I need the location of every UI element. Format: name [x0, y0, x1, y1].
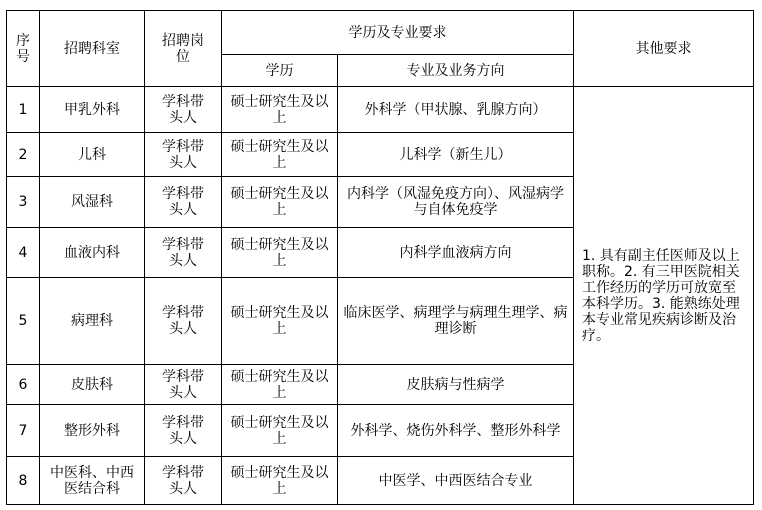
cell-edu: 硕士研究生及以上 [222, 87, 338, 133]
cell-no: 5 [7, 278, 40, 365]
cell-edu: 硕士研究生及以上 [222, 365, 338, 405]
cell-major: 临床医学、病理学与病理生理学、病理诊断 [338, 278, 574, 365]
recruitment-table [6, 10, 754, 505]
cell-dept: 病理科 [40, 278, 145, 365]
cell-major: 外科学、烧伤外科学、整形外科学 [338, 405, 574, 457]
cell-no: 8 [7, 457, 40, 505]
cell-dept: 皮肤科 [40, 365, 145, 405]
cell-no: 1 [7, 87, 40, 133]
cell-post: 学科带头人 [145, 87, 222, 133]
cell-edu: 硕士研究生及以上 [222, 405, 338, 457]
cell-post: 学科带头人 [145, 133, 222, 177]
cell-no: 2 [7, 133, 40, 177]
cell-dept: 中医科、中西医结合科 [40, 457, 145, 505]
table-row [7, 87, 754, 133]
cell-post: 学科带头人 [145, 177, 222, 228]
cell-edu: 硕士研究生及以上 [222, 228, 338, 278]
cell-no: 6 [7, 365, 40, 405]
header-other: 其他要求 [574, 11, 754, 87]
header-dept: 招聘科室 [40, 11, 145, 87]
cell-post: 学科带头人 [145, 278, 222, 365]
header-major: 专业及业务方向 [338, 55, 574, 87]
cell-major: 外科学（甲状腺、乳腺方向） [338, 87, 574, 133]
cell-no: 3 [7, 177, 40, 228]
cell-dept: 血液内科 [40, 228, 145, 278]
cell-major: 中医学、中西医结合专业 [338, 457, 574, 505]
cell-major: 儿科学（新生儿） [338, 133, 574, 177]
cell-dept: 整形外科 [40, 405, 145, 457]
cell-dept: 甲乳外科 [40, 87, 145, 133]
cell-post: 学科带头人 [145, 228, 222, 278]
cell-edu: 硕士研究生及以上 [222, 278, 338, 365]
cell-edu: 硕士研究生及以上 [222, 457, 338, 505]
cell-dept: 儿科 [40, 133, 145, 177]
header-req-group: 学历及专业要求 [222, 11, 574, 55]
cell-post: 学科带头人 [145, 405, 222, 457]
cell-dept: 风湿科 [40, 177, 145, 228]
cell-major: 皮肤病与性病学 [338, 365, 574, 405]
header-post: 招聘岗位 [145, 11, 222, 87]
cell-no: 7 [7, 405, 40, 457]
cell-major: 内科学血液病方向 [338, 228, 574, 278]
other-requirements: 1. 具有副主任医师及以上职称。2. 有三甲医院相关工作经历的学历可放宽至本科学历。3. 能熟练处理本专业常见疾病诊断及治疗。 [574, 87, 754, 505]
cell-edu: 硕士研究生及以上 [222, 133, 338, 177]
header-education: 学历 [222, 55, 338, 87]
cell-post: 学科带头人 [145, 365, 222, 405]
cell-major: 内科学（风湿免疫方向）、风湿病学与自体免疫学 [338, 177, 574, 228]
cell-post: 学科带头人 [145, 457, 222, 505]
cell-no: 4 [7, 228, 40, 278]
header-seq: 序号 [7, 11, 40, 87]
cell-edu: 硕士研究生及以上 [222, 177, 338, 228]
